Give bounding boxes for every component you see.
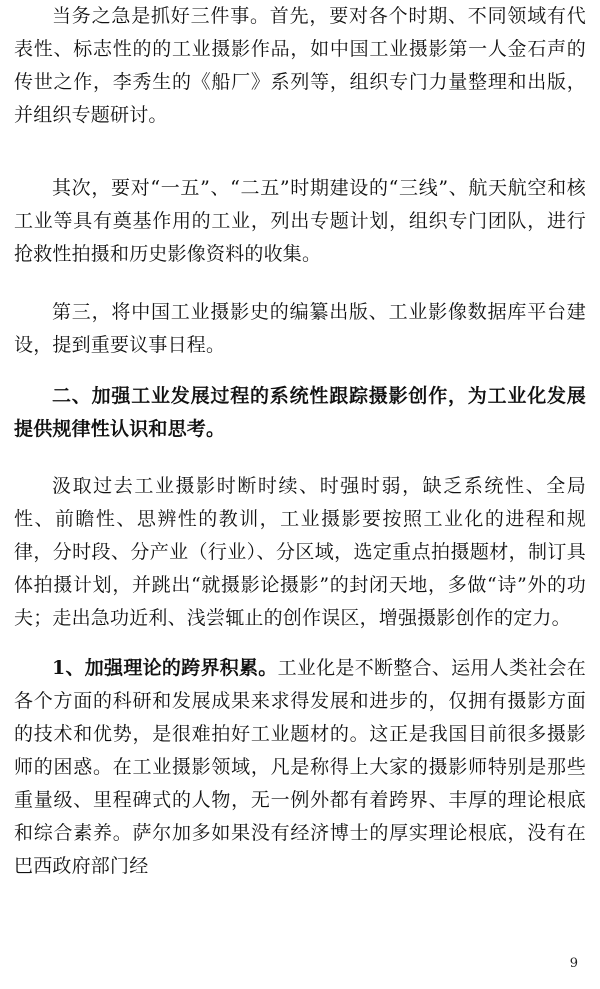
paragraph-lessons: 汲取过去工业摄影时断时续、时强时弱，缺乏系统性、全局性、前瞻性、思辨性的教训，工业摄影要按照工业化的进程和规律，分时段、分产业（行业）、分区域，选定重点拍摄题材，制订具体拍摄计划，并跳出“就摄影论摄影”的封闭天地，多做“诗”外的功夫；走出急功近利、浅尝辄止的创作误区，增强摄影创作的定力。 [14, 475, 586, 629]
subheading-theory: 1、加强理论的跨界积累。 [52, 657, 278, 679]
page-number: 9 [569, 956, 578, 971]
paragraph-cross-disciplinary [14, 652, 586, 883]
document-page [14, 0, 586, 989]
paragraph-second-task: 其次，要对“一五”、“二五”时期建设的“三线”、航天航空和核工业等具有奠基作用的工业，列出专题计划，组织专门团队，进行抢救性拍摄和历史影像资料的收集。 [14, 177, 586, 265]
paragraph-three-tasks: 当务之急是抓好三件事。首先，要对各个时期、不同领域有代表性、标志性的的工业摄影作品，如中国工业摄影第一人金石声的传世之作，李秀生的《船厂》系列等，组织专门力量整理和出版，并组织专题研讨。 [14, 5, 586, 126]
section-heading-two: 二、加强工业发展过程的系统性跟踪摄影创作，为工业化发展提供规律性认识和思考。 [14, 385, 586, 440]
paragraph-third-task: 第三，将中国工业摄影史的编纂出版、工业影像数据库平台建设，提到重要议事日程。 [14, 301, 586, 356]
paragraph-cross-disciplinary-text: 工业化是不断整合、运用人类社会在各个方面的科研和发展成果来求得发展和进步的，仅拥有摄影方面的技术和优势，是很难拍好工业题材的。这正是我国目前很多摄影师的困惑。在工业摄影领域，凡是称得上大家的摄影师特别是那些重量级、里程碑式的人物，无一例外都有着跨界、丰厚的理论根底和综合素养。萨尔加多如果没有经济博士的厚实理论根底，没有在巴西政府部门经 [14, 657, 587, 877]
